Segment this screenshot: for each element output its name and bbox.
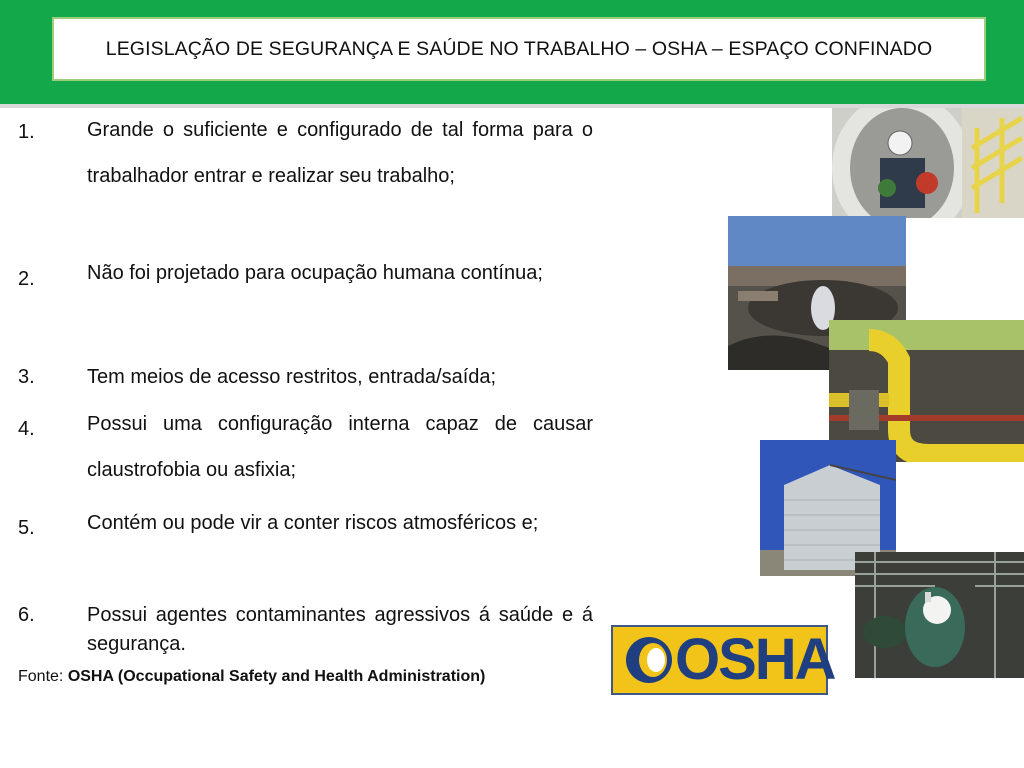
list-number: 3. xyxy=(18,366,35,388)
worker-in-pit-photo xyxy=(855,552,1024,678)
osha-ring-icon xyxy=(623,633,675,687)
list-item-text: Tem meios de acesso restritos, entrada/saída; xyxy=(87,366,497,388)
list-number: 2. xyxy=(18,268,35,290)
osha-logo xyxy=(611,625,835,695)
list-item-text: Possui uma configuração interna capaz de causar claustrofobia ou asfixia; xyxy=(87,413,593,481)
manhole-worker-photo xyxy=(832,108,1024,218)
slide-title: LEGISLAÇÃO DE SEGURANÇA E SAÚDE NO TRABALHO – OSHA – ESPAÇO CONFINADO xyxy=(52,17,986,81)
list-item-text: Não foi projetado para ocupação humana contínua; xyxy=(87,262,543,284)
list-number: 6. xyxy=(18,604,35,626)
list-number: 5. xyxy=(18,517,35,539)
list-item-text: Possui agentes contaminantes agressivos á saúde e á segurança. xyxy=(87,604,593,655)
source-line xyxy=(18,668,485,686)
osha-logo-text: OSHA xyxy=(675,627,835,692)
list-number: 4. xyxy=(18,418,35,440)
list-item-text: Grande o suficiente e configurado de tal forma para o trabalhador entrar e realizar seu trabalho; xyxy=(87,119,593,187)
list-item-text: Contém ou pode vir a conter riscos atmosféricos e; xyxy=(87,512,539,534)
source-prefix: Fonte: xyxy=(18,668,68,685)
list-number: 1. xyxy=(18,121,35,143)
source-name: OSHA (Occupational Safety and Health Administration) xyxy=(67,668,486,685)
